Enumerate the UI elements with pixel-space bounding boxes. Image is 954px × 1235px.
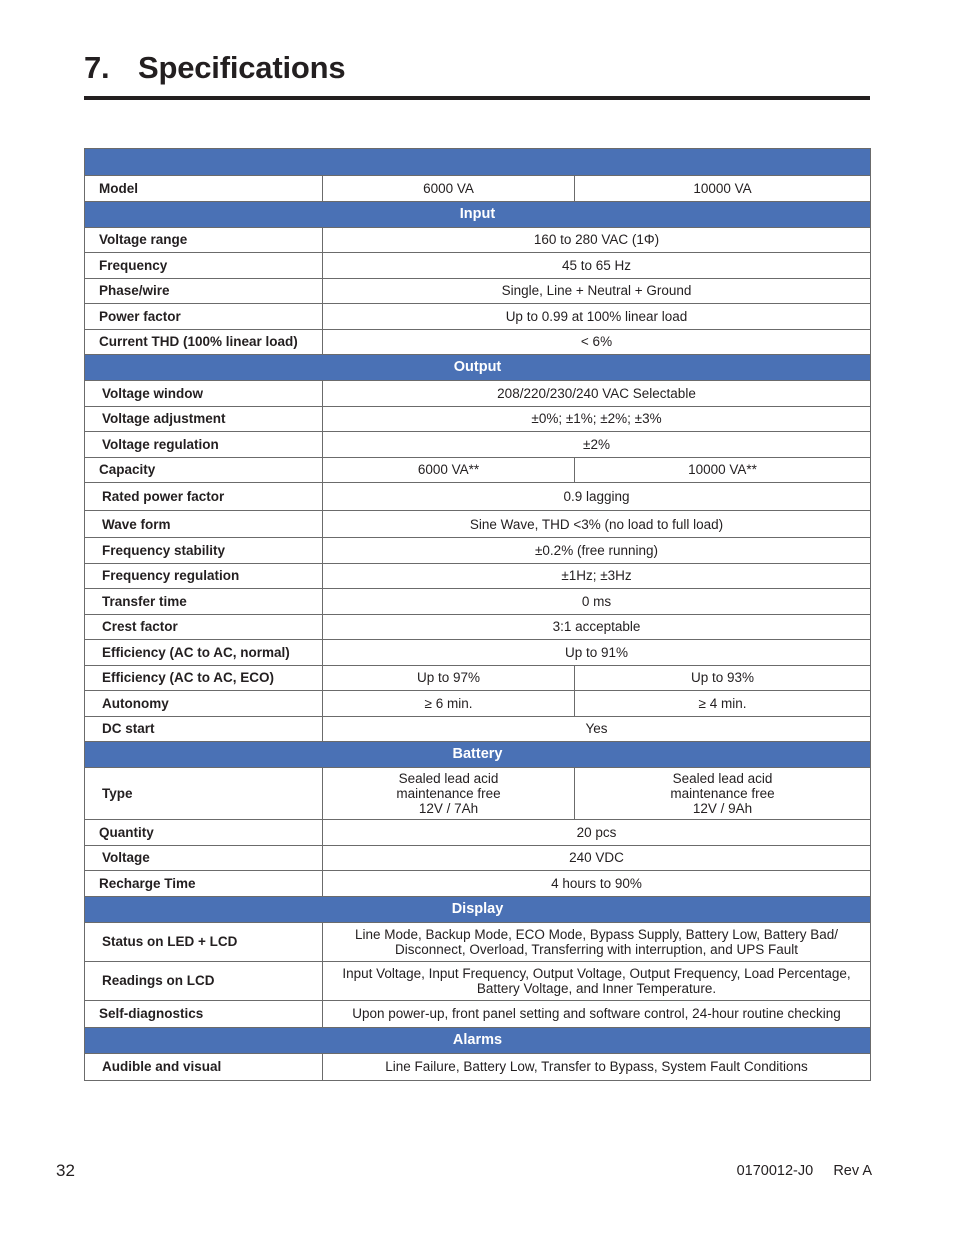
battery-line: maintenance free xyxy=(670,786,775,801)
section-header-input xyxy=(85,201,871,227)
cell-10000va: 10000 VA xyxy=(575,176,871,202)
table-row xyxy=(85,278,871,304)
row-value: 208/220/230/240 VAC Selectable xyxy=(323,381,871,407)
row-label: Readings on LCD xyxy=(85,961,323,1000)
row-label: Voltage adjustment xyxy=(85,406,323,432)
row-value: Line Failure, Battery Low, Transfer to Bypass, System Fault Conditions xyxy=(323,1053,871,1080)
row-label: Type xyxy=(85,768,323,820)
table-row xyxy=(85,1000,871,1027)
value-line: Disconnect, Overload, Transferring with interruption, and UPS Fault xyxy=(395,941,798,957)
row-value: ±0.2% (free running) xyxy=(323,538,871,564)
row-value: Sine Wave, THD <3% (no load to full load) xyxy=(323,511,871,538)
row-label: Self-diagnostics xyxy=(85,1000,323,1027)
row-value: 45 to 65 Hz xyxy=(323,253,871,279)
page-number: 32 xyxy=(56,1161,75,1180)
row-value: Up to 91% xyxy=(323,640,871,666)
battery-line: maintenance free xyxy=(396,786,501,801)
cell-6000va: 6000 VA xyxy=(323,176,575,202)
row-value: 0 ms xyxy=(323,589,871,615)
row-label: Frequency regulation xyxy=(85,563,323,589)
table-row xyxy=(85,589,871,615)
table-row xyxy=(85,406,871,432)
battery-line: 12V / 7Ah xyxy=(418,801,479,816)
row-value: 160 to 280 VAC (1Φ) xyxy=(323,227,871,253)
section-title: Input xyxy=(85,201,871,227)
row-label: Frequency xyxy=(85,253,323,279)
section-title: Output xyxy=(85,355,871,381)
table-row xyxy=(85,820,871,846)
row-label: Wave form xyxy=(85,511,323,538)
row-label: Voltage range xyxy=(85,227,323,253)
value-line: Line Mode, Backup Mode, ECO Mode, Bypass Supply, Battery Low, Battery Bad/ xyxy=(355,926,839,942)
row-label: Efficiency (AC to AC, normal) xyxy=(85,640,323,666)
row-value xyxy=(323,922,871,961)
row-value: 240 VDC xyxy=(323,845,871,871)
row-label: Voltage regulation xyxy=(85,432,323,458)
title-rule xyxy=(84,96,870,100)
table-row xyxy=(85,483,871,511)
section-title: Battery xyxy=(85,742,871,768)
battery-line: Sealed lead acid xyxy=(672,771,773,786)
row-value: Yes xyxy=(323,716,871,742)
table-row xyxy=(85,381,871,407)
row-label: Rated power factor xyxy=(85,483,323,511)
section-number: 7. xyxy=(84,50,110,85)
table-row xyxy=(85,304,871,330)
table-row xyxy=(85,768,871,820)
table-row xyxy=(85,922,871,961)
row-label: Capacity xyxy=(85,457,323,483)
row-label: Voltage xyxy=(85,845,323,871)
cell-10000va: ≥ 4 min. xyxy=(575,691,871,717)
cell-6000va: Up to 97% xyxy=(323,665,575,691)
row-label: Efficiency (AC to AC, ECO) xyxy=(85,665,323,691)
row-label: Autonomy xyxy=(85,691,323,717)
cell-10000va: 10000 VA** xyxy=(575,457,871,483)
section-title: Display xyxy=(85,896,871,922)
value-line: Input Voltage, Input Frequency, Output Voltage, Output Frequency, Load Percentage, xyxy=(342,965,851,981)
row-label: Voltage window xyxy=(85,381,323,407)
row-label: Frequency stability xyxy=(85,538,323,564)
row-label: Power factor xyxy=(85,304,323,330)
section-header-alarms xyxy=(85,1027,871,1053)
row-value: 0.9 lagging xyxy=(323,483,871,511)
value-line: Battery Voltage, and Inner Temperature. xyxy=(476,980,717,996)
table-top-bar xyxy=(85,149,871,176)
row-value: ±2% xyxy=(323,432,871,458)
spec-table xyxy=(84,148,871,1081)
row-value: Single, Line + Neutral + Ground xyxy=(323,278,871,304)
table-row xyxy=(85,640,871,666)
cell-6000va xyxy=(323,768,575,820)
table-row xyxy=(85,563,871,589)
row-value: Up to 0.99 at 100% linear load xyxy=(323,304,871,330)
row-value: ±0%; ±1%; ±2%; ±3% xyxy=(323,406,871,432)
row-value xyxy=(323,961,871,1000)
table-row xyxy=(85,457,871,483)
row-label: Current THD (100% linear load) xyxy=(85,329,323,355)
table-row xyxy=(85,227,871,253)
row-label: Transfer time xyxy=(85,589,323,615)
top-bar-cell xyxy=(85,149,871,176)
row-label: Recharge Time xyxy=(85,871,323,897)
table-row xyxy=(85,716,871,742)
row-value: 20 pcs xyxy=(323,820,871,846)
table-row xyxy=(85,614,871,640)
section-header-battery xyxy=(85,742,871,768)
table-row xyxy=(85,253,871,279)
row-label: Crest factor xyxy=(85,614,323,640)
row-label: Status on LED + LCD xyxy=(85,922,323,961)
page-title xyxy=(84,50,345,86)
row-label: Quantity xyxy=(85,820,323,846)
row-value: ±1Hz; ±3Hz xyxy=(323,563,871,589)
battery-line: Sealed lead acid xyxy=(398,771,499,786)
table-row xyxy=(85,691,871,717)
table-row xyxy=(85,961,871,1000)
row-label: Audible and visual xyxy=(85,1053,323,1080)
table-row xyxy=(85,511,871,538)
row-label: DC start xyxy=(85,716,323,742)
row-value: Upon power-up, front panel setting and software control, 24-hour routine checking xyxy=(323,1000,871,1027)
table-row xyxy=(85,871,871,897)
table-row xyxy=(85,1053,871,1080)
section-title: Specifications xyxy=(138,50,346,85)
row-label: Phase/wire xyxy=(85,278,323,304)
table-row xyxy=(85,845,871,871)
row-value: 3:1 acceptable xyxy=(323,614,871,640)
document-id: 0170012-J0 Rev A xyxy=(736,1163,872,1179)
section-header-output xyxy=(85,355,871,381)
row-value: < 6% xyxy=(323,329,871,355)
cell-10000va: Up to 93% xyxy=(575,665,871,691)
table-row xyxy=(85,665,871,691)
table-row-model xyxy=(85,176,871,202)
table-row xyxy=(85,329,871,355)
row-label: Model xyxy=(85,176,323,202)
row-value: 4 hours to 90% xyxy=(323,871,871,897)
table-row xyxy=(85,538,871,564)
cell-6000va: ≥ 6 min. xyxy=(323,691,575,717)
cell-6000va: 6000 VA** xyxy=(323,457,575,483)
section-header-display xyxy=(85,896,871,922)
section-title: Alarms xyxy=(85,1027,871,1053)
cell-10000va xyxy=(575,768,871,820)
battery-line: 12V / 9Ah xyxy=(692,801,753,816)
table-row xyxy=(85,432,871,458)
